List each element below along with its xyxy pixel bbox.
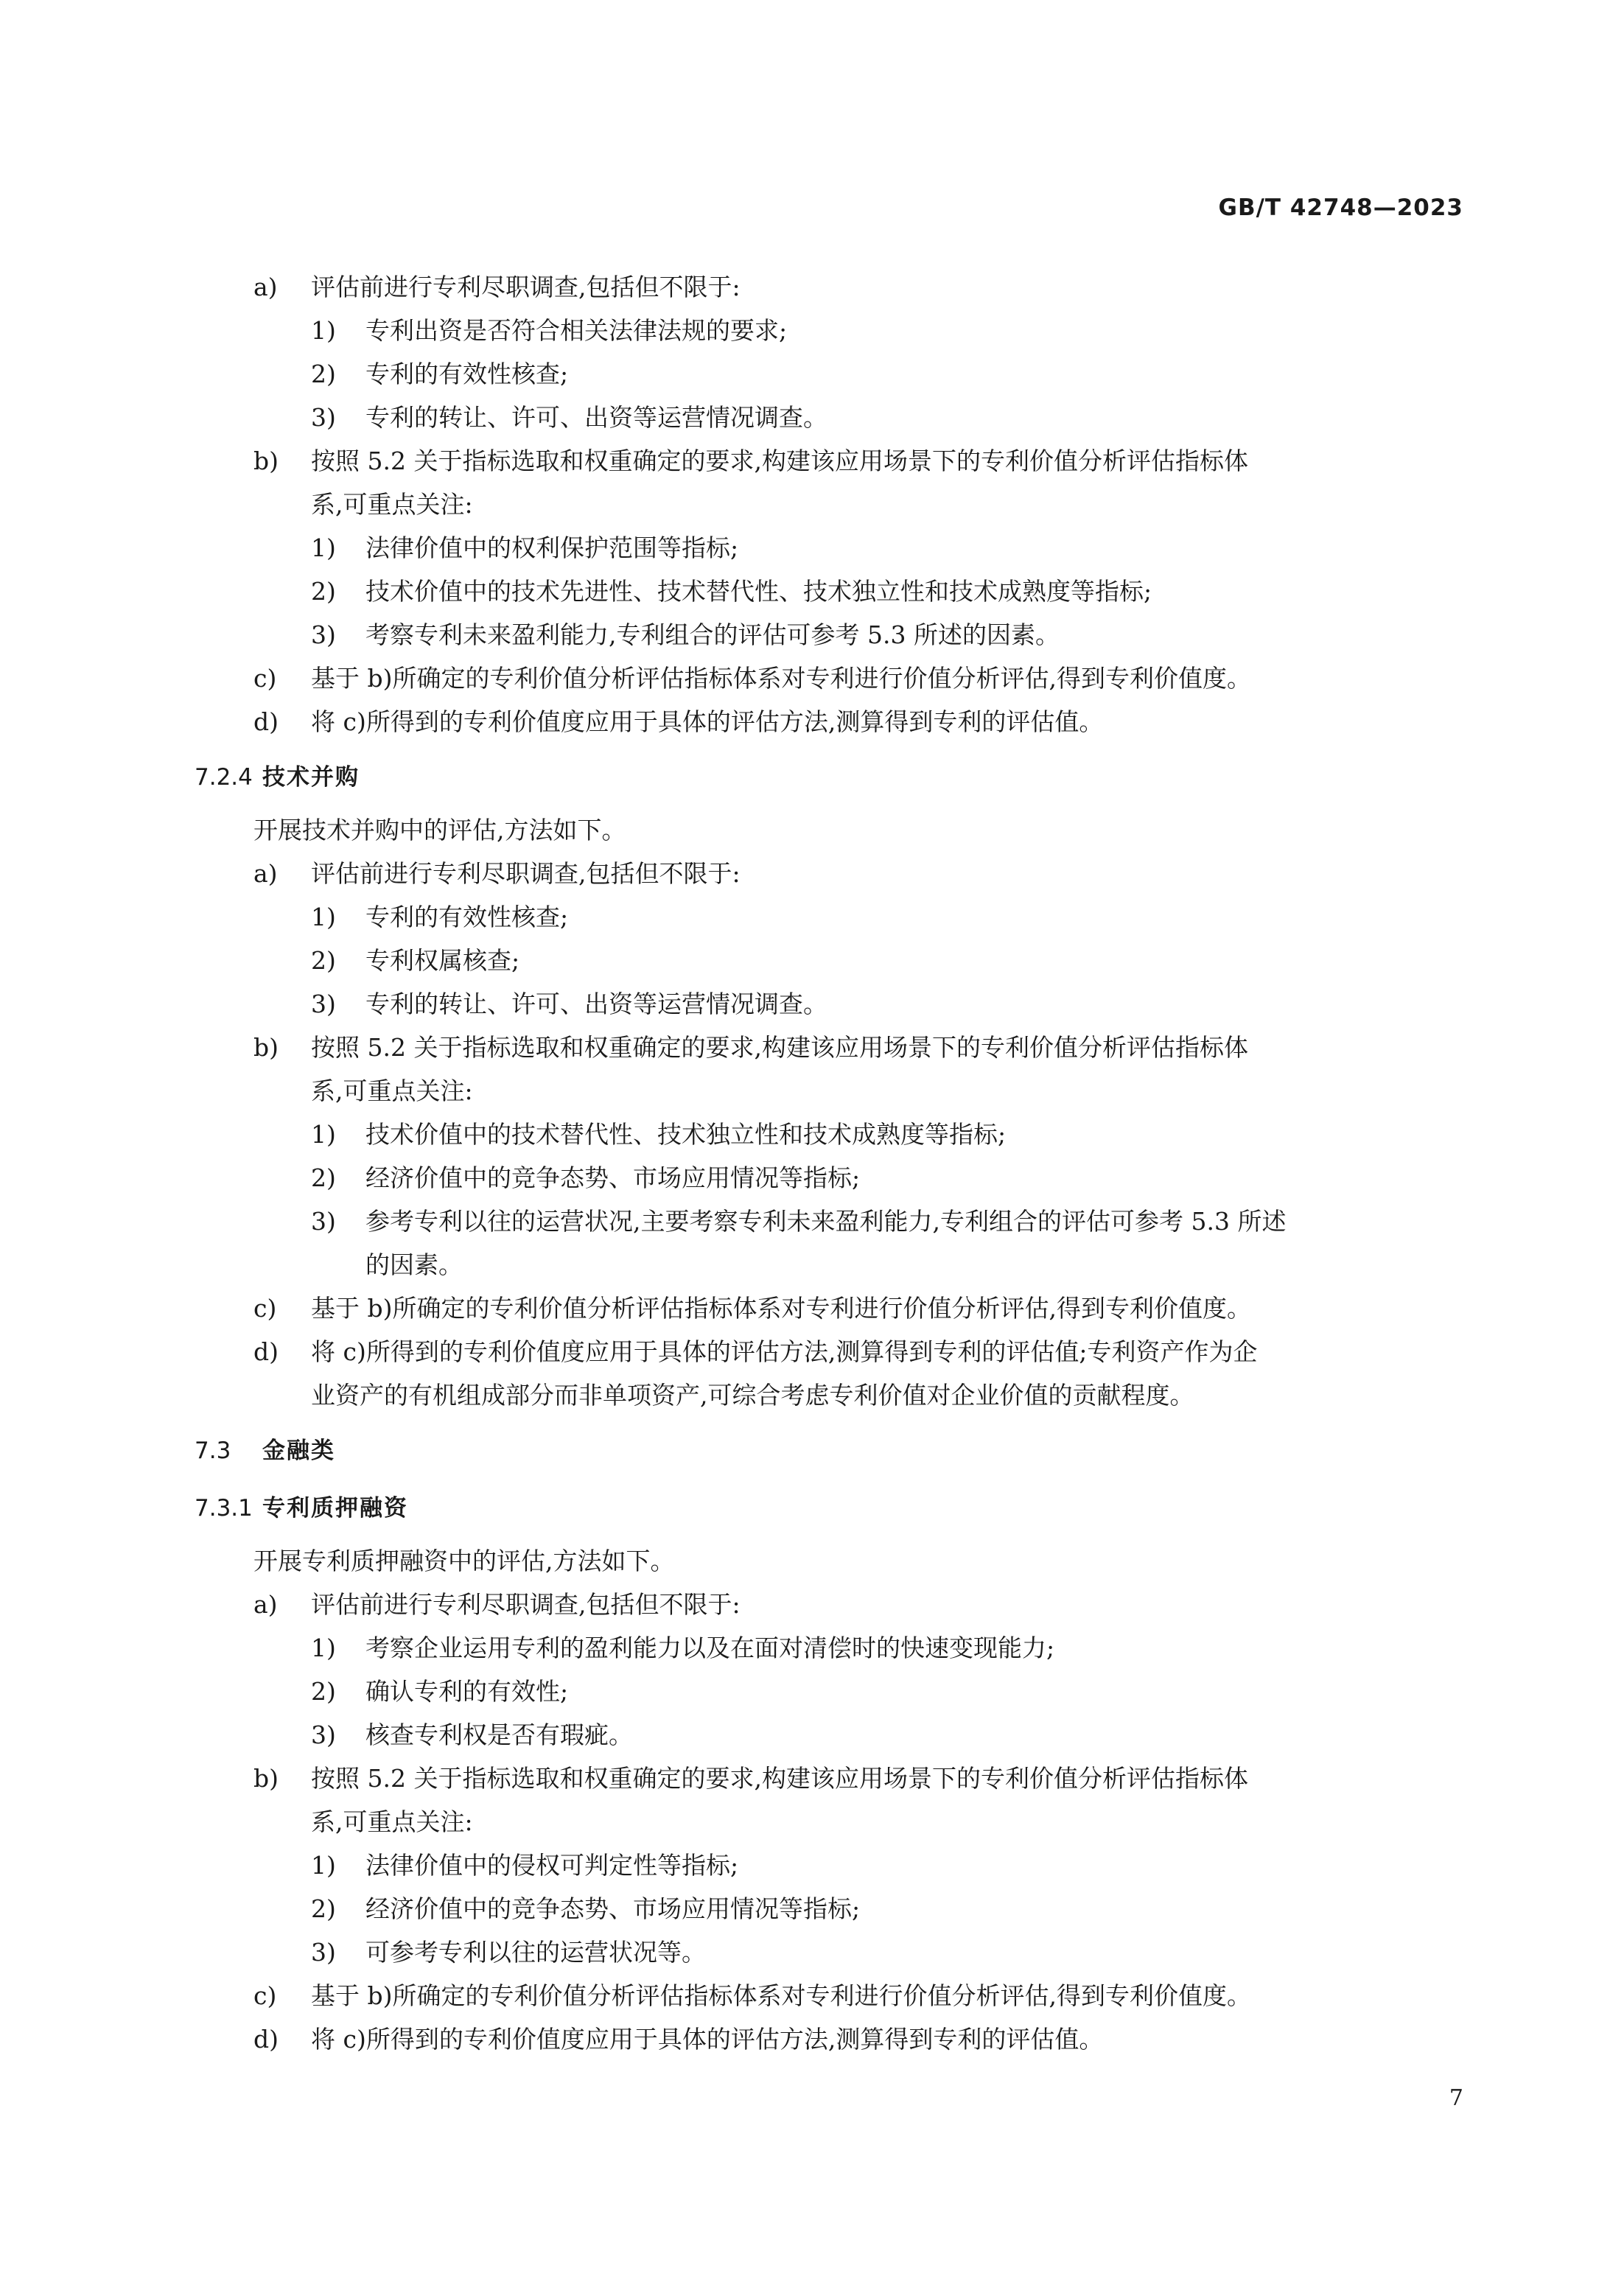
list-item: 3) 可参考专利以往的运营状况等。 xyxy=(311,1938,706,1967)
list-item: 3) 考察专利未来盈利能力,专利组合的评估可参考 5.3 所述的因素。 xyxy=(311,620,1060,649)
list-item: c) 基于 b)所确定的专利价值分析评估指标体系对专利进行价值分析评估,得到专利价值度。 xyxy=(253,664,1251,693)
list-item: b) 按照 5.2 关于指标选取和权重确定的要求,构建该应用场景下的专利价值分析评估指标体 xyxy=(253,1033,1248,1062)
list-block-7-2-4 xyxy=(195,852,1463,1417)
list-item: 1) 专利出资是否符合相关法律法规的要求; xyxy=(311,316,788,345)
list-item: 2) 技术价值中的技术先进性、技术替代性、技术独立性和技术成熟度等指标; xyxy=(311,577,1152,606)
list-item: 1) 专利的有效性核查; xyxy=(311,903,569,931)
list-item: b) 按照 5.2 关于指标选取和权重确定的要求,构建该应用场景下的专利价值分析评估指标体 xyxy=(253,447,1248,475)
list-item: 1) 考察企业运用专利的盈利能力以及在面对清偿时的快速变现能力; xyxy=(311,1634,1055,1662)
list-item-continuation: 系,可重点关注: xyxy=(311,1807,473,1836)
section-heading-7-3-1: 7.3.1 专利质押融资 xyxy=(195,1495,408,1522)
section-heading-7-2-4: 7.2.4 技术并购 xyxy=(195,764,360,791)
list-item: 2) 专利的有效性核查; xyxy=(311,360,569,388)
list-item: 2) 经济价值中的竞争态势、市场应用情况等指标; xyxy=(311,1163,861,1192)
list-item: d) 将 c)所得到的专利价值度应用于具体的评估方法,测算得到专利的评估值;专利资产作为企 xyxy=(253,1337,1258,1366)
list-item: 2) 专利权属核查; xyxy=(311,946,520,975)
list-item-continuation: 业资产的有机组成部分而非单项资产,可综合考虑专利价值对企业价值的贡献程度。 xyxy=(311,1381,1194,1410)
section-intro: 开展技术并购中的评估,方法如下。 xyxy=(253,816,626,844)
list-block-1 xyxy=(195,265,1463,743)
list-item: 2) 经济价值中的竞争态势、市场应用情况等指标; xyxy=(311,1894,861,1923)
list-item: d) 将 c)所得到的专利价值度应用于具体的评估方法,测算得到专利的评估值。 xyxy=(253,2025,1104,2054)
list-item: 3) 专利的转让、许可、出资等运营情况调查。 xyxy=(311,403,827,432)
page-content xyxy=(195,265,1463,2061)
page-number: 7 xyxy=(1449,2085,1463,2111)
list-item-continuation: 系,可重点关注: xyxy=(311,490,473,519)
list-item: a) 评估前进行专利尽职调查,包括但不限于: xyxy=(253,859,741,888)
list-item: a) 评估前进行专利尽职调查,包括但不限于: xyxy=(253,273,741,301)
list-item: 3) 核查专利权是否有瑕疵。 xyxy=(311,1720,633,1749)
list-item: 3) 专利的转让、许可、出资等运营情况调查。 xyxy=(311,990,827,1018)
section-heading-7-3: 7.3 金融类 xyxy=(195,1438,335,1464)
list-item: c) 基于 b)所确定的专利价值分析评估指标体系对专利进行价值分析评估,得到专利价值度。 xyxy=(253,1981,1251,2010)
list-item: 1) 技术价值中的技术替代性、技术独立性和技术成熟度等指标; xyxy=(311,1120,1007,1149)
list-item-continuation: 的因素。 xyxy=(365,1250,463,1279)
list-item-continuation: 系,可重点关注: xyxy=(311,1077,473,1105)
list-item: b) 按照 5.2 关于指标选取和权重确定的要求,构建该应用场景下的专利价值分析评估指标体 xyxy=(253,1764,1248,1793)
list-item: d) 将 c)所得到的专利价值度应用于具体的评估方法,测算得到专利的评估值。 xyxy=(253,707,1104,736)
standard-code: GB/T 42748—2023 xyxy=(1218,195,1463,221)
list-item: a) 评估前进行专利尽职调查,包括但不限于: xyxy=(253,1590,741,1619)
list-item: c) 基于 b)所确定的专利价值分析评估指标体系对专利进行价值分析评估,得到专利价值度。 xyxy=(253,1294,1251,1323)
list-item: 1) 法律价值中的权利保护范围等指标; xyxy=(311,533,739,562)
list-block-7-3-1 xyxy=(195,1583,1463,2061)
section-intro: 开展专利质押融资中的评估,方法如下。 xyxy=(253,1547,675,1575)
list-item: 3) 参考专利以往的运营状况,主要考察专利未来盈利能力,专利组合的评估可参考 5.3 所述 xyxy=(311,1207,1287,1236)
list-item: 2) 确认专利的有效性; xyxy=(311,1677,569,1706)
list-item: 1) 法律价值中的侵权可判定性等指标; xyxy=(311,1851,739,1880)
